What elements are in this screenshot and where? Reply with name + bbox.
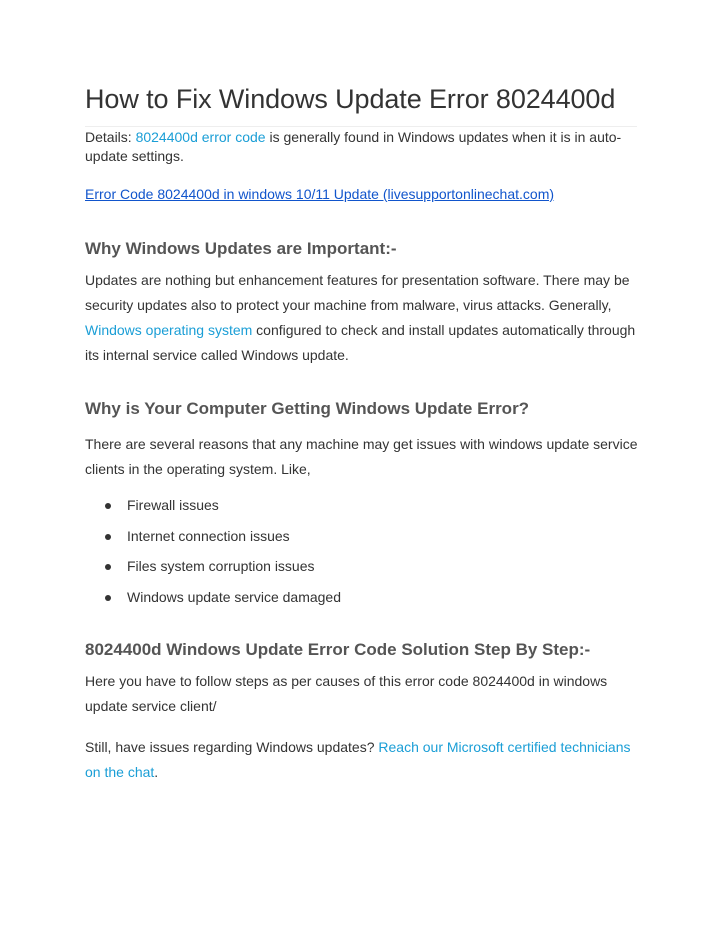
list-item [85, 528, 341, 559]
bullet-icon [105, 564, 111, 570]
section-heading-solution: 8024400d Windows Update Error Code Solution Step By Step:- [85, 640, 591, 659]
list-item-label: Windows update service damaged [127, 588, 342, 605]
list-item [85, 497, 341, 528]
title-divider [85, 126, 637, 127]
bullet-icon [105, 534, 111, 540]
reference-link[interactable]: Error Code 8024400d in windows 10/11 Update (livesupportonlinechat.com) [85, 186, 555, 202]
list-item [85, 589, 341, 620]
contact-prefix: Still, have issues regarding Windows updates? [85, 739, 379, 755]
list-item-label: Firewall issues [127, 497, 219, 513]
details-prefix: Details: [85, 129, 136, 145]
bullet-icon [105, 595, 111, 601]
section-heading-reasons: Why is Your Computer Getting Windows Update Error? [85, 399, 530, 418]
list-item [85, 558, 341, 589]
list-item-label: Files system corruption issues [127, 558, 315, 574]
error-code-link[interactable]: 8024400d error code [135, 129, 266, 145]
contact-suffix: . [154, 764, 159, 780]
section-heading-importance: Why Windows Updates are Important:- [85, 239, 397, 258]
page-title: How to Fix Windows Update Error 8024400d [85, 84, 616, 114]
bullet-icon [105, 503, 111, 509]
details-suffix: is generally found in Windows updates when it is in auto-update settings. [85, 129, 622, 164]
importance-text-before: Updates are nothing but enhancement features for presentation software. There may be security updates also to protect your machine from malware, virus attacks. Generally, [85, 272, 630, 313]
technicians-chat-link[interactable]: Reach our Microsoft certified technicians on the chat [85, 739, 631, 780]
importance-paragraph [85, 268, 645, 368]
details-paragraph [85, 128, 645, 166]
windows-os-link[interactable]: Windows operating system [85, 322, 253, 338]
importance-text-after: configured to check and install updates automatically through its internal service called Windows update. [85, 322, 636, 363]
reasons-list [85, 497, 341, 619]
reasons-paragraph: There are several reasons that any machine may get issues with windows update service clients in the operating system. Like, [85, 436, 638, 477]
solution-paragraph: Here you have to follow steps as per causes of this error code 8024400d in windows update service client/ [85, 673, 608, 714]
list-item-label: Internet connection issues [127, 527, 290, 544]
reference-paragraph [85, 185, 645, 204]
contact-paragraph [85, 735, 645, 785]
